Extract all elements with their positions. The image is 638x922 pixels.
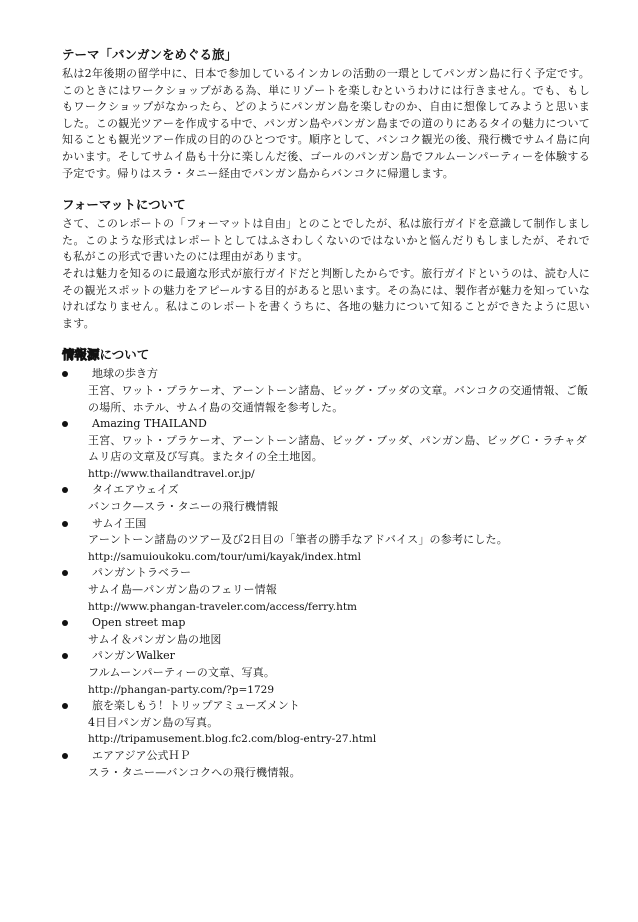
bullet-icon [62, 620, 68, 626]
sources-list [62, 366, 590, 781]
source-url: http://www.thailandtravel.or.jp/ [88, 467, 255, 480]
format-paragraph-1: さて、このレポートの「フォーマットは自由」とのことでしたが、私は旅行ガイドを意識して制作しました。このような形式はレポートとしてはふさわしくないのではないかと悩んだりもしましたが、それでも私がこの形式で書いたのには理由があります。 [62, 217, 590, 264]
list-item [62, 516, 590, 566]
document-page [62, 46, 590, 781]
format-heading [62, 196, 590, 214]
bullet-icon [62, 521, 68, 527]
list-item [62, 366, 590, 416]
sources-heading-suffix: について [99, 347, 150, 363]
source-name: Open street map [92, 616, 186, 630]
source-name: タイエアウェイズ [92, 483, 179, 497]
bullet-icon [62, 703, 68, 709]
source-url: http://www.phangan-traveler.com/access/ferry.htm [88, 600, 358, 613]
theme-title: テーマ「パンガンをめぐる旅」 [62, 47, 238, 62]
source-description: 4日目パンガン島の写真。 [88, 715, 219, 729]
format-heading-prefix: フォーマット [62, 197, 136, 213]
list-item [62, 648, 590, 698]
source-description: バンコク—スラ・タニーの飛行機情報 [88, 500, 279, 514]
list-item [62, 748, 590, 781]
source-url: http://phangan-party.com/?p=1729 [88, 683, 274, 696]
list-item [62, 565, 590, 615]
format-paragraph-2: それは魅力を知るのに最適な形式が旅行ガイドだと判断したからです。旅行ガイドというのは、読む人にその観光スポットの魅力をアピールする目的があると思います。その為には、製作者が魅力を知っていなければなりません。私はこのレポートを書くうちに、各地の魅力について知ることができたように思います。 [62, 266, 590, 330]
source-description: アーントーン諸島のツアー及び2日目の「筆者の勝手なアドバイス」の参考にした。 [88, 533, 508, 547]
list-item [62, 482, 590, 515]
source-url: http://samuioukoku.com/tour/umi/kayak/index.html [88, 550, 361, 563]
source-description: フルムーンパーティーの文章、写真。 [88, 666, 276, 679]
bullet-icon [62, 421, 68, 427]
source-url: http://tripamusement.blog.fc2.com/blog-entry-27.html [88, 733, 377, 746]
source-description: サムイ島—パンガン島のフェリー情報 [88, 583, 278, 597]
source-name: サムイ王国 [92, 516, 147, 530]
bullet-icon [62, 753, 68, 759]
format-heading-suffix: について [135, 197, 186, 213]
list-item [62, 698, 590, 748]
source-name: 地球の歩き方 [92, 367, 158, 381]
theme-paragraph: 私は2年後期の留学中に、日本で参加しているインカレの活動の一環としてパンガン島に行く予定です。このときにはワークショップがある為、単にリゾートを楽しむというわけには行きません。でも、もしもワークショップがなかったら、どのようにパンガン島を楽しむのか、自由に想像してみようと思いました。この観光ツアーを作成する中で、パンガン島やパンガン島までの道のりにあるタイの魅力について知ることも観光ツアー作成の目的のひとつです。順序として、バンコク観光の後、飛行機でサムイ島に向かいます。そしてサムイ島も十分に楽しんだ後、ゴールのパンガン島でフルムーンパーティーを体験する予定です。帰りはスラ・タニー経由でパンガン島からバンコクに帰還します。 [62, 67, 590, 180]
list-item [62, 416, 590, 482]
bullet-icon [62, 371, 68, 377]
bullet-icon [62, 653, 68, 659]
source-description: 王宮、ワット・プラケーオ、アーントーン諸島、ビッグ・ブッダの文章。バンコクの交通情報、ご飯の場所、ホテル、サムイ島の交通情報を参考した。 [88, 383, 589, 414]
source-description: サムイ＆パンガン島の地図 [88, 632, 222, 646]
bullet-icon [62, 570, 68, 576]
source-description: スラ・タニー—バンコクへの飛行機情報。 [88, 765, 301, 779]
bullet-icon [62, 487, 68, 493]
source-name: エアアジア公式ＨＰ [92, 748, 191, 762]
sources-heading-prefix: 情報源 [62, 347, 100, 363]
source-name: 旅を楽しもう！トリップアミューズメント [92, 699, 300, 713]
source-name: パンガンWalker [92, 649, 175, 663]
source-name: パンガントラベラー [92, 566, 191, 580]
source-name: Amazing THAILAND [92, 417, 207, 431]
sources-heading [62, 346, 590, 364]
list-item [62, 615, 590, 648]
source-description: 王宮、ワット・プラケーオ、アーントーン諸島、ビッグ・ブッダ、パンガン島、ビッグＣ・ラチャダムリ店の文章及び写真。またタイの全土地図。 [88, 433, 587, 464]
